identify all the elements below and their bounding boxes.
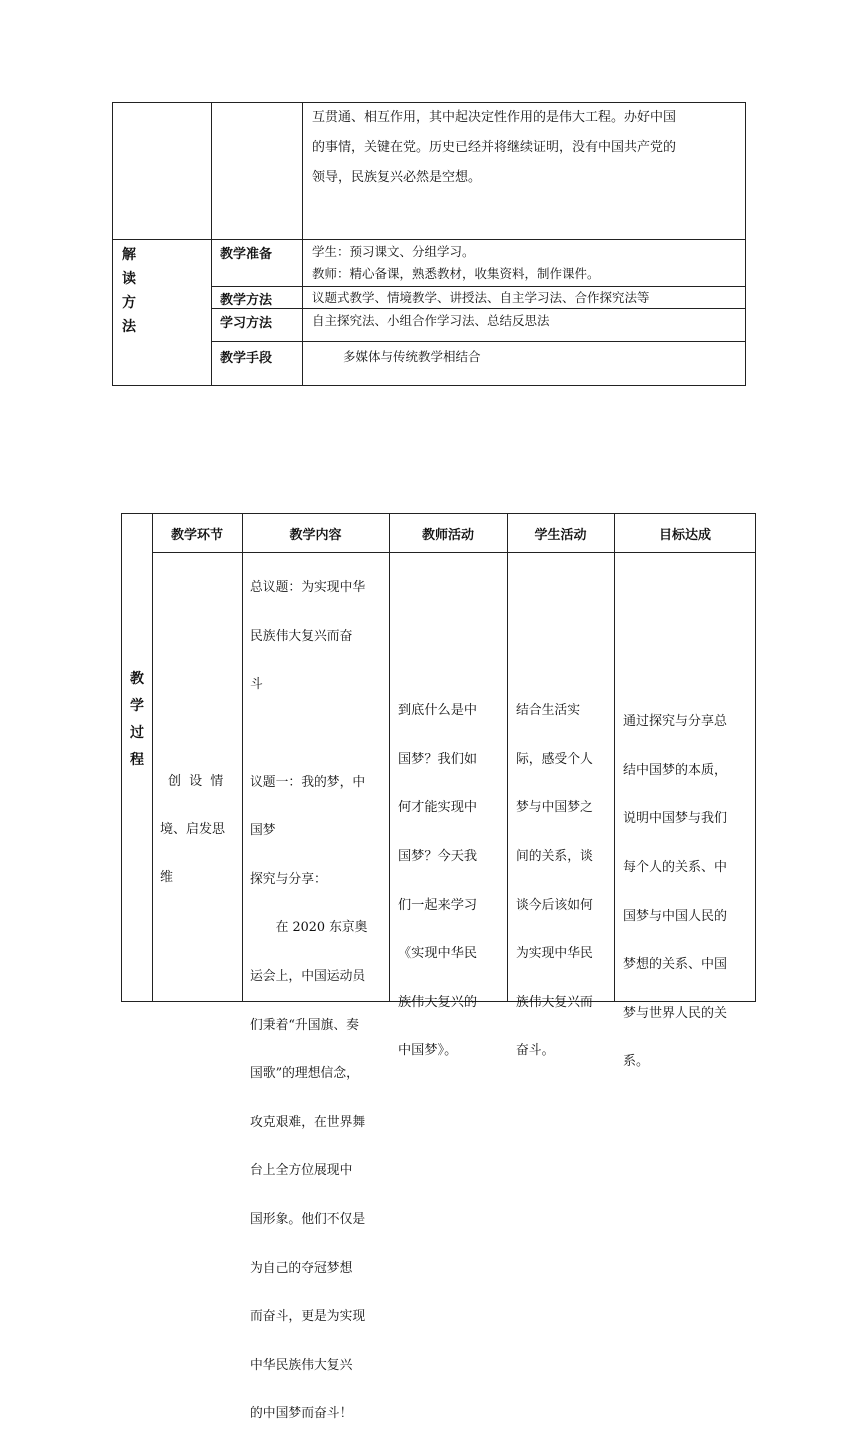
teaching-method-table xyxy=(112,102,746,386)
header-stage: 教学环节 xyxy=(170,527,223,543)
text-line: 互贯通、相互作用，其中起决定性作用的是伟大工程。办好中国 xyxy=(312,110,677,125)
table-divider xyxy=(152,514,153,1001)
section-label-teaching-process: 教 学 过 程 xyxy=(130,671,144,768)
row-label-preparation: 教学准备 xyxy=(220,247,273,262)
row-label-teaching-method: 教学方法 xyxy=(220,293,273,308)
text-line: 领导，民族复兴必然是空想。 xyxy=(312,170,482,185)
section-label-interpret-method: 解 读 方 法 xyxy=(122,247,136,335)
table-divider xyxy=(302,103,303,385)
table-divider xyxy=(614,514,615,1001)
table-divider xyxy=(152,552,755,553)
content-cell: 总议题：为实现中华 民族伟大复兴而奋 斗 议题一：我的梦，中 国梦 探究与分享： 在 2020 东京奥 运会上，中国运动员 们秉着“升国旗、奏 国歌”的理想信念， 攻克艰难，在世界舞 台上全方位展现中 国形象。他们不仅是 为自己的夺冠梦想 而奋斗，更是为实现 中华民族伟大复兴 的中国梦而奋斗！ xyxy=(250,580,368,1422)
table-divider xyxy=(507,514,508,1001)
teaching-method-content: 议题式教学、情境教学、讲授法、自主学习法、合作探究法等 xyxy=(312,290,650,305)
table-divider xyxy=(242,514,243,1001)
header-content: 教学内容 xyxy=(289,527,342,543)
text-line: 的事情，关键在党。历史已经并将继续证明，没有中国共产党的 xyxy=(312,140,677,155)
stage-cell: 创 设 情 境、启发思 维 xyxy=(160,774,226,885)
row-label-learning-method: 学习方法 xyxy=(220,316,273,331)
learning-method-content: 自主探究法、小组合作学习法、总结反思法 xyxy=(312,313,550,328)
table-divider xyxy=(113,239,745,240)
goal-cell: 通过探究与分享总 结中国梦的本质， 说明中国梦与我们 每个人的关系、中 国梦与中国人民的 梦想的关系、中国 梦与世界人民的关 系。 xyxy=(623,714,728,1070)
table-divider xyxy=(211,103,212,385)
table-divider xyxy=(211,286,745,287)
teacher-activity-cell: 到底什么是中 国梦？我们如 何才能实现中 国梦？今天我 们一起来学习 《实现中华民 族伟大复兴的 中国梦》。 xyxy=(398,703,478,1059)
header-teacher-activity: 教师活动 xyxy=(421,527,474,543)
student-activity-cell: 结合生活实 际，感受个人 梦与中国梦之 间的关系，谈 谈今后该如何 为实现中华民 族伟大复兴而 奋斗。 xyxy=(516,703,593,1059)
teaching-means-content: 多媒体与传统教学相结合 xyxy=(343,349,481,364)
top-text-block xyxy=(312,103,742,193)
row-label-teaching-means: 教学手段 xyxy=(220,351,273,366)
header-goal: 目标达成 xyxy=(658,527,711,543)
header-student-activity: 学生活动 xyxy=(534,527,587,543)
preparation-content: 学生：预习课文、分组学习。 教师：精心备课，熟悉教材，收集资料，制作课件。 xyxy=(312,244,600,281)
table-divider xyxy=(211,308,745,309)
teaching-process-table xyxy=(121,513,756,1422)
table-divider xyxy=(389,514,390,1001)
table-divider xyxy=(211,341,745,342)
